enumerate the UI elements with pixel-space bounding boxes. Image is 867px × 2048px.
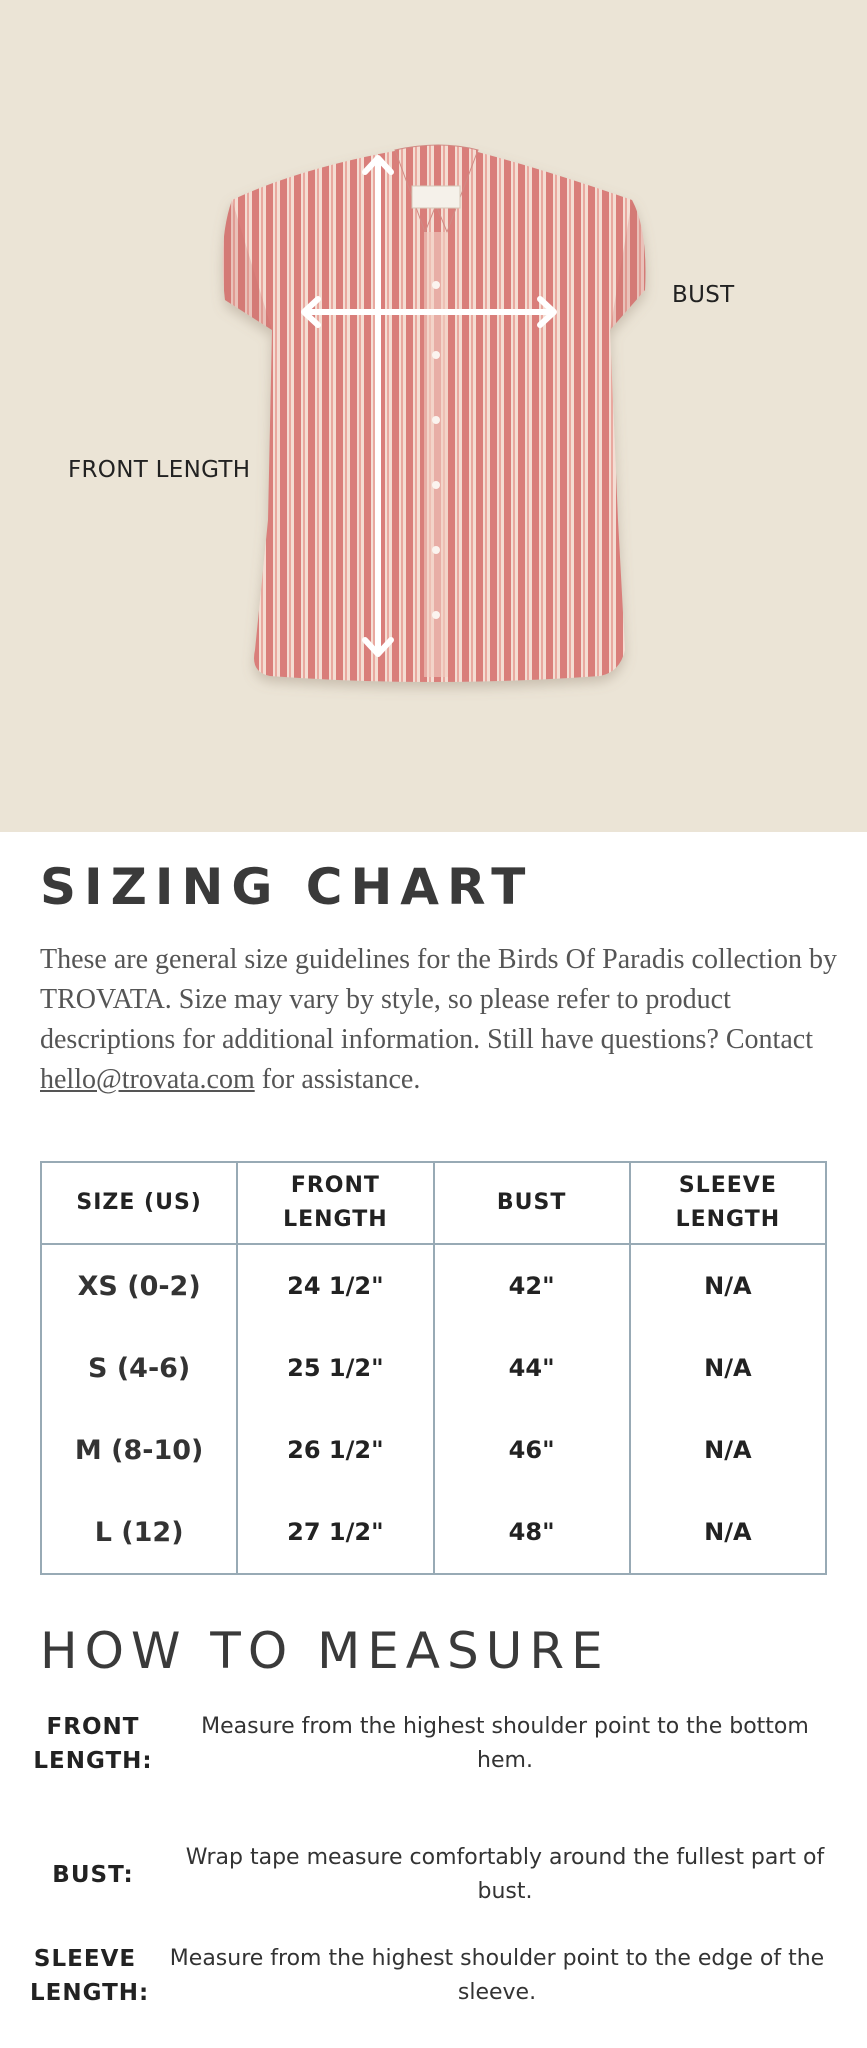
intro-text: These are general size guidelines for the Birds Of Paradis collection by TROVATA. Size may vary by style, so please refer to product descriptions for additional information. Still have questions? Contact (40, 944, 837, 1055)
header-bust: BUST (434, 1162, 630, 1244)
table-header-row (41, 1162, 826, 1244)
contact-email-link[interactable]: hello@trovata.com (40, 1064, 255, 1095)
sizing-chart-title: SIZING CHART (40, 858, 534, 916)
measure-term: FRONT LENGTH: (33, 1714, 153, 1774)
cell-sleeve-length: N/A (630, 1327, 826, 1409)
shirt-illustration (0, 0, 867, 832)
cell-bust: 44" (434, 1327, 630, 1409)
sizing-intro (40, 940, 840, 1100)
cell-front-length: 24 1/2" (237, 1244, 433, 1327)
bust-measure-label: BUST (672, 282, 735, 308)
header-size: SIZE (US) (41, 1162, 237, 1244)
measure-description: Measure from the highest shoulder point to the bottom hem. (201, 1714, 809, 1773)
header-front-length-text: FRONT LENGTH (283, 1173, 388, 1232)
measure-item-bust (30, 1841, 840, 1909)
cell-size: M (8-10) (41, 1409, 237, 1491)
measure-item-sleeve-length (30, 1942, 840, 2010)
cell-bust: 46" (434, 1409, 630, 1491)
table-row (41, 1491, 826, 1574)
shirt-tag (412, 186, 460, 208)
product-image-area (0, 0, 867, 832)
cell-sleeve-length: N/A (630, 1409, 826, 1491)
table-row (41, 1244, 826, 1327)
cell-sleeve-length: N/A (630, 1244, 826, 1327)
measure-description: Wrap tape measure comfortably around the fullest part of bust. (185, 1845, 825, 1904)
measure-description: Measure from the highest shoulder point to the edge of the sleeve. (169, 1946, 825, 2005)
cell-front-length: 26 1/2" (237, 1409, 433, 1491)
cell-size: S (4-6) (41, 1327, 237, 1409)
cell-size: XS (0-2) (41, 1244, 237, 1327)
table-row (41, 1409, 826, 1491)
header-sleeve-length-text: SLEEVE LENGTH (675, 1173, 781, 1232)
measure-item-front-length (30, 1710, 840, 1778)
measure-term: BUST: (52, 1862, 134, 1888)
header-front-length (237, 1162, 433, 1244)
header-sleeve-length (630, 1162, 826, 1244)
cell-bust: 42" (434, 1244, 630, 1327)
how-to-measure-title: HOW TO MEASURE (40, 1622, 610, 1680)
cell-front-length: 25 1/2" (237, 1327, 433, 1409)
cell-size: L (12) (41, 1491, 237, 1574)
cell-sleeve-length: N/A (630, 1491, 826, 1574)
cell-bust: 48" (434, 1491, 630, 1574)
front-length-measure-label: FRONT LENGTH (68, 457, 251, 483)
size-table (40, 1161, 827, 1575)
measure-term: SLEEVE LENGTH: (30, 1946, 150, 2006)
cell-front-length: 27 1/2" (237, 1491, 433, 1574)
table-row (41, 1327, 826, 1409)
intro-text-end: for assistance. (254, 1064, 421, 1095)
